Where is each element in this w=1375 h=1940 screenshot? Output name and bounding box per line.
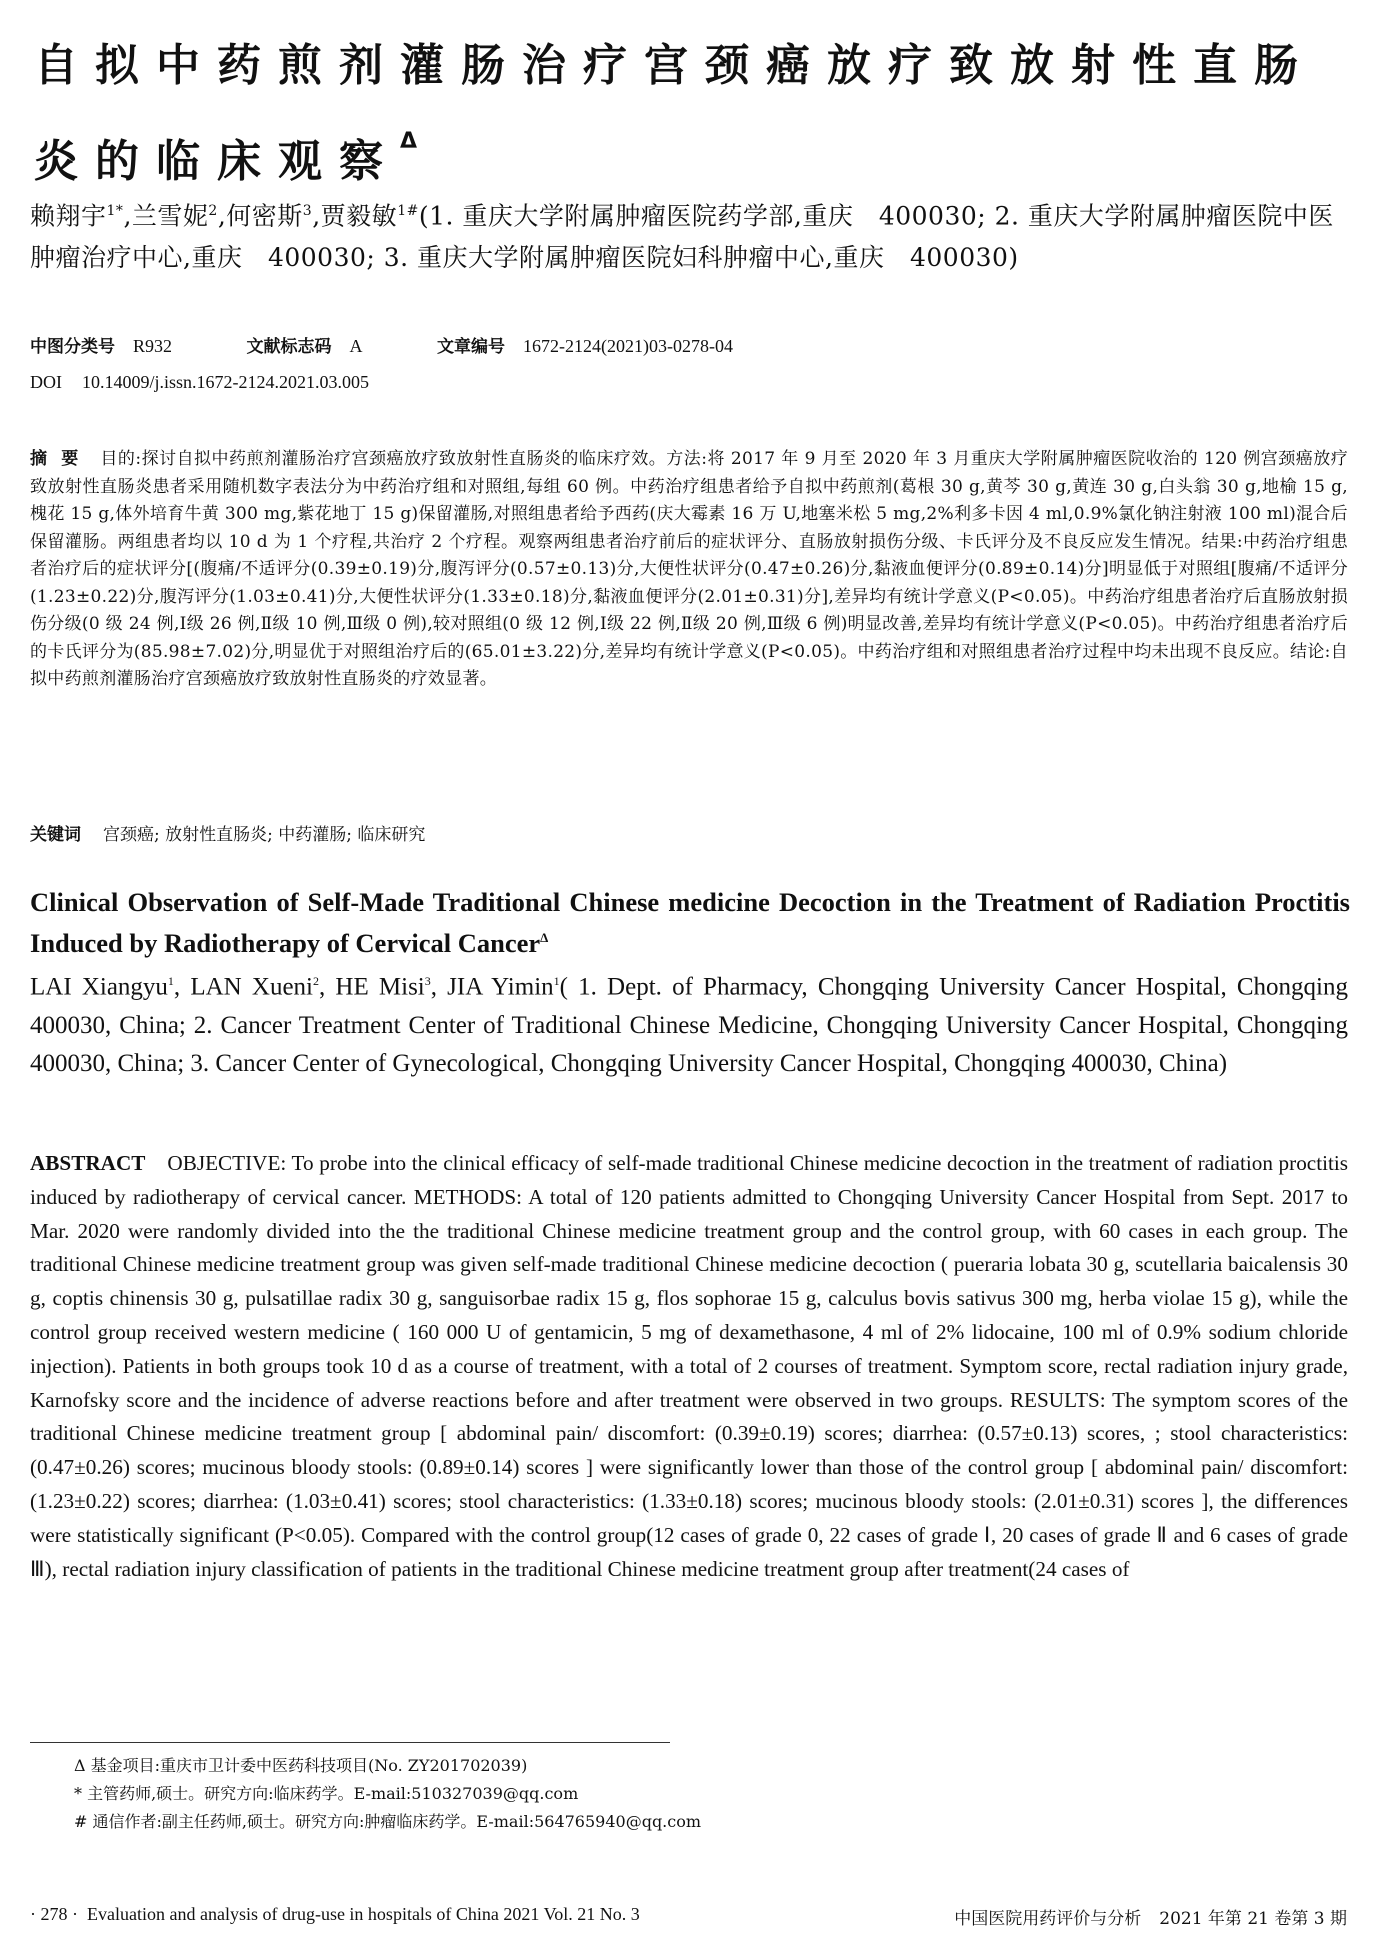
author-sup-en: 1 <box>553 974 560 988</box>
doi-value[interactable]: 10.14009/j.issn.1672-2124.2021.03.005 <box>82 372 370 392</box>
author-sup-en: 2 <box>312 974 319 988</box>
keywords-cn-text: 宫颈癌; 放射性直肠炎; 中药灌肠; 临床研究 <box>103 825 426 845</box>
doc-code-value: A <box>349 336 363 356</box>
doi-line <box>30 372 369 393</box>
funding-mark: Δ <box>400 129 418 154</box>
title-cn-text: 自拟中药煎剂灌肠治疗宫颈癌放疗致放射性直肠炎的临床观察 <box>34 40 1315 187</box>
footnote-divider <box>30 1742 670 1743</box>
author-name: 兰雪妮 <box>131 201 209 231</box>
author-sup-en: 3 <box>424 974 431 988</box>
article-no-label: 文章编号 <box>437 337 506 357</box>
abstract-cn-text: 目的:探讨自拟中药煎剂灌肠治疗宫颈癌放疗致放射性直肠炎的临床疗效。方法:将 2017 年 9 月至 2020 年 3 月重庆大学附属肿瘤医院收治的 120 例宫颈癌放疗致放射性直肠炎患者采用随机数字表法分为中药治疗组和对照组,每组 60 例。中药治疗组患者给予自拟中药煎剂(葛根 30 g,黄芩 30 g,黄连 30 g,白头翁 30 g,地榆 15 g,槐花 15 g,体外培育牛黄 300 mg,紫花地丁 15 g)保留灌肠,对照组患者给予西药(庆大霉素 16 万 U,地塞米松 5 mg,2%利多卡因 4 ml,0.9%氯化钠注射液 100 ml)混合后保留灌肠。两组患者均以 10 d 为 1 个疗程,共治疗 2 个疗程。观察两组患者治疗前后的症状评分、直肠放射损伤分级、卡氏评分及不良反应发生情况。结果:中药治疗组患者治疗后的症状评分[(腹痛/不适评分(0.39±0.19)分,腹泻评分(0.57±0.13)分,大便性状评分(0.47±0.26)分,黏液血便评分(0.89±0.14)分]明显低于对照组[腹痛/不适评分(1.23±0.22)分,腹泻评分(1.03±0.41)分,大便性状评分(1.33±0.18)分,黏液血便评分(2.01±0.31)分],差异均有统计学意义(P<0.05)。中药治疗组患者治疗后直肠放射损伤分级(0 级 24 例,Ⅰ级 26 例,Ⅱ级 10 例,Ⅲ级 0 例),较对照组(0 级 12 例,Ⅰ级 22 例,Ⅱ级 20 例,Ⅲ级 6 例)明显改善,差异均有统计学意义(P<0.05)。中药治疗组患者治疗后的卡氏评分为(85.98±7.02)分,明显优于对照组治疗后的(65.01±3.22)分,差异均有统计学意义(P<0.05)。中药治疗组和对照组患者治疗过程中均未出现不良反应。结论:自拟中药煎剂灌肠治疗宫颈癌放疗致放射性直肠炎的疗效显著。 <box>30 449 1349 689</box>
author-sup: 1# <box>397 203 419 219</box>
clc-value: R932 <box>133 336 173 356</box>
authors-en: LAI Xiangyu$^1$, LAN Xueni$^2$, HE Misi$^3$, JIA Yimin$^1$( 1. Dept. of Pharmacy, Chongqing University Cancer Hospital, Chongqing 400030, China; 2. Cancer Treatment Center of Traditional Chinese Medicine, Chongqing University Cancer Hospital, Chongqing 400030, China; 3. Cancer Center of Gynecological, Chongqing University Cancer Hospital, Chongqing 400030, China) <box>30 973 1349 1078</box>
affiliations-en: ( 1. Dept. of Pharmacy, Chongqing University Cancer Hospital, Chongqing 400030, China; 2. Cancer Treatment Center of Traditional Chinese Medicine, Chongqing University Cancer Hospital, Chongqing 400030, China; 3. Cancer Center of Gynecological, Chongqing University Cancer Hospital, Chongqing 400030, China) <box>30 973 1349 1078</box>
author-name-en: JIA Yimin <box>447 973 554 1001</box>
author-sup: 2 <box>208 203 218 219</box>
doc-code-label: 文献标志码 <box>246 337 332 357</box>
page-footer-right <box>954 1904 1347 1929</box>
footnote-first-author: * 主管药师,硕士。研究方向:临床药学。E-mail:510327039@qq.com <box>74 1784 579 1803</box>
author-name: 赖翔宇 <box>30 201 107 231</box>
footnote-funding: Δ 基金项目:重庆市卫计委中医药科技项目(No. ZY201702039) <box>74 1756 528 1775</box>
title-en-text: Clinical Observation of Self-Made Traditional Chinese medicine Decoction in the Treatment of Radiation Proctitis Induced by Radiotherapy of Cervical Cancer <box>30 887 1350 958</box>
clc-label: 中图分类号 <box>30 337 115 357</box>
author-name: 贾毅敏 <box>320 201 398 231</box>
journal-name-en: Evaluation and analysis of drug-use in hospitals of China 2021 Vol. 21 No. 3 <box>87 1904 640 1924</box>
author-sup-en: 1 <box>167 974 174 988</box>
keywords-cn <box>30 820 425 845</box>
article-title-cn <box>34 28 1354 200</box>
article-title-en <box>30 884 1350 961</box>
footnotes <box>74 1752 701 1836</box>
author-name-en: LAN Xueni <box>190 973 313 1001</box>
author-sup: 3 <box>302 203 313 219</box>
abstract-cn-label: 摘要 <box>30 449 93 469</box>
page-footer-left <box>30 1904 640 1925</box>
issue-cn: 2021 年第 21 卷第 3 期 <box>1159 1909 1347 1929</box>
abstract-en-text: OBJECTIVE: To probe into the clinical efficacy of self-made traditional Chinese medicine decoction in the treatment of radiation proctitis induced by radiotherapy of cervical cancer. METHODS: A total of 120 patients admitted to Chongqing University Cancer Hospital from Sept. 2017 to Mar. 2020 were randomly divided into the the traditional Chinese medicine treatment group and the control group, with 60 cases in each group. The traditional Chinese medicine treatment group was given self-made traditional Chinese medicine decoction ( pueraria lobata 30 g, scutellaria baicalensis 30 g, coptis chinensis 30 g, pulsatillae radix 30 g, sanguisorbae radix 15 g, flos sophorae 15 g, calculus bovis sativus 300 mg, herba violae 15 g), while the control group received western medicine ( 160 000 U of gentamicin, 5 mg of dexamethasone, 4 ml of 2% lidocaine, 100 ml of 0.9% sodium chloride injection). Patients in both groups took 10 d as a course of treatment, with a total of 2 courses of treatment. Symptom score, rectal radiation injury grade, Karnofsky score and the incidence of adverse reactions before and after treatment were observed in two groups. RESULTS: The symptom scores of the traditional Chinese medicine treatment group [ abdominal pain/ discomfort: (0.39±0.19) scores; diarrhea: (0.57±0.13) scores, ; stool characteristics: (0.47±0.26) scores; mucinous bloody stools: (0.89±0.14) scores ] were significantly lower than those of the control group [ abdominal pain/ discomfort: (1.23±0.22) scores; diarrhea: (1.03±0.41) scores; stool characteristics: (1.33±0.18) scores; mucinous bloody stools: (2.01±0.31) scores ], the differences were statistically significant (P<0.05). Compared with the control group(12 cases of grade 0, 22 cases of grade Ⅰ, 20 cases of grade Ⅱ and 6 cases of grade Ⅲ), rectal radiation injury classification of patients in the traditional Chinese medicine treatment group after treatment(24 cases of <box>30 1151 1348 1581</box>
journal-name-cn: 中国医院用药评价与分析 <box>954 1909 1142 1929</box>
author-name-en: LAI Xiangyu <box>30 973 168 1001</box>
page-number: · 278 · <box>30 1904 78 1924</box>
footnote-corresponding-author: # 通信作者:副主任药师,硕士。研究方向:肿瘤临床药学。E-mail:564765940@qq.com <box>74 1812 702 1831</box>
author-name-en: HE Misi <box>335 973 425 1001</box>
funding-mark-en: Δ <box>540 930 549 945</box>
affiliations-cn: (1. 重庆大学附属肿瘤医院药学部,重庆 400030; 2. 重庆大学附属肿瘤医院中医肿瘤治疗中心,重庆 400030; 3. 重庆大学附属肿瘤医院妇科肿瘤中心,重庆 400030) <box>30 201 1334 273</box>
keywords-cn-label: 关键词 <box>30 825 81 845</box>
article-no-value: 1672-2124(2021)03-0278-04 <box>523 336 733 356</box>
authors-cn: 赖翔宇$^{1*}$,兰雪妮$^2$,何密斯$^3$,贾毅敏$^{1\#}$(1. 重庆大学附属肿瘤医院药学部,重庆 400030; 2. 重庆大学附属肿瘤医院中医肿瘤治疗中心,重庆 400030; 3. 重庆大学附属肿瘤医院妇科肿瘤中心,重庆 400030) <box>30 201 1334 273</box>
classification-line <box>30 332 1350 357</box>
abstract-en <box>30 1147 1348 1586</box>
abstract-cn <box>30 446 1348 694</box>
abstract-en-label: ABSTRACT <box>30 1151 146 1175</box>
author-sup: 1* <box>106 203 124 219</box>
doi-label: DOI <box>30 372 62 392</box>
author-name: 何密斯 <box>226 201 303 231</box>
